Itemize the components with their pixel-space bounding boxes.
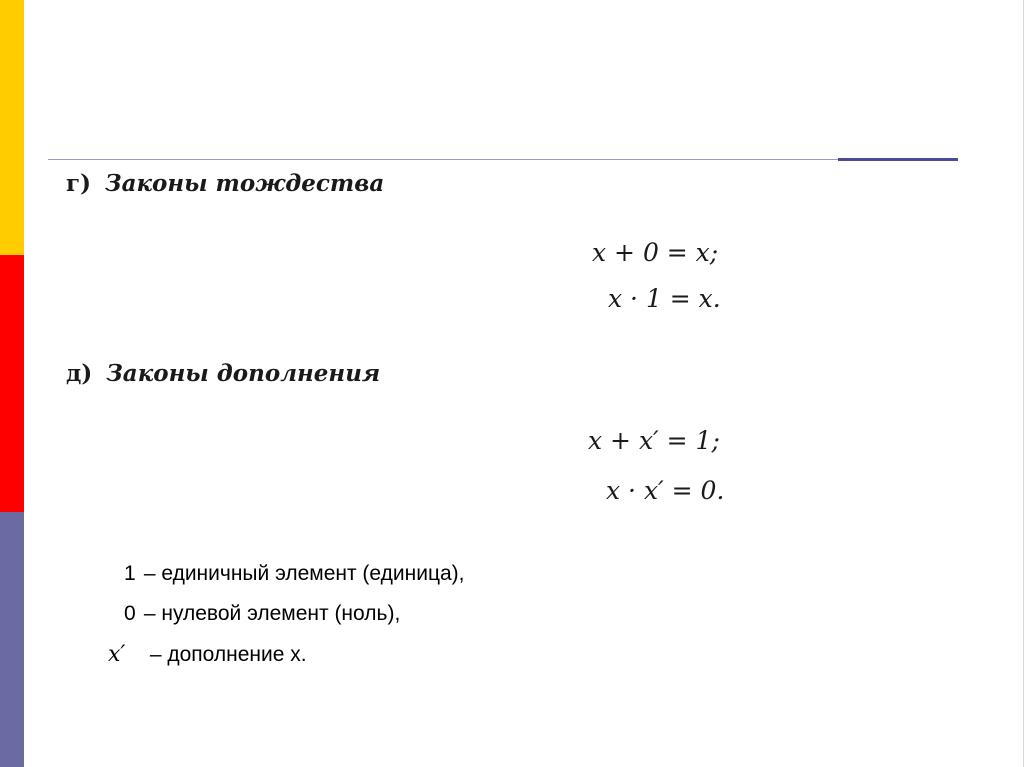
identity-laws-letter: г) <box>66 170 91 197</box>
title-divider-accent <box>838 158 958 161</box>
complement-laws-title: Законы дополнения <box>106 360 381 387</box>
legend-symbol-one: 1 <box>124 562 136 585</box>
accent-bar-blue <box>0 512 24 767</box>
complement-laws-heading <box>66 360 380 387</box>
identity-formula-product: x · 1 = x. <box>608 284 721 313</box>
legend-symbol-complement: x′ <box>108 642 126 667</box>
legend-line-complement <box>108 642 307 667</box>
complement-formula-sum: x + x′ = 1; <box>588 426 720 455</box>
identity-laws-heading <box>66 170 384 197</box>
legend-line-unit <box>108 562 465 586</box>
identity-laws-title: Законы тождества <box>104 170 385 197</box>
title-divider <box>48 159 838 160</box>
complement-laws-letter: д) <box>66 360 93 387</box>
legend-text-one: – единичный элемент (единица), <box>143 562 465 585</box>
accent-bar-yellow <box>0 0 24 255</box>
legend-text-complement: – дополнение x. <box>149 643 307 666</box>
legend-symbol-zero: 0 <box>124 602 136 625</box>
identity-formula-sum: x + 0 = x; <box>592 238 719 267</box>
legend-text-zero: – нулевой элемент (ноль), <box>143 602 401 625</box>
complement-formula-product: x · x′ = 0. <box>606 476 725 505</box>
accent-bar-red <box>0 255 24 512</box>
legend-line-zero <box>108 602 400 626</box>
